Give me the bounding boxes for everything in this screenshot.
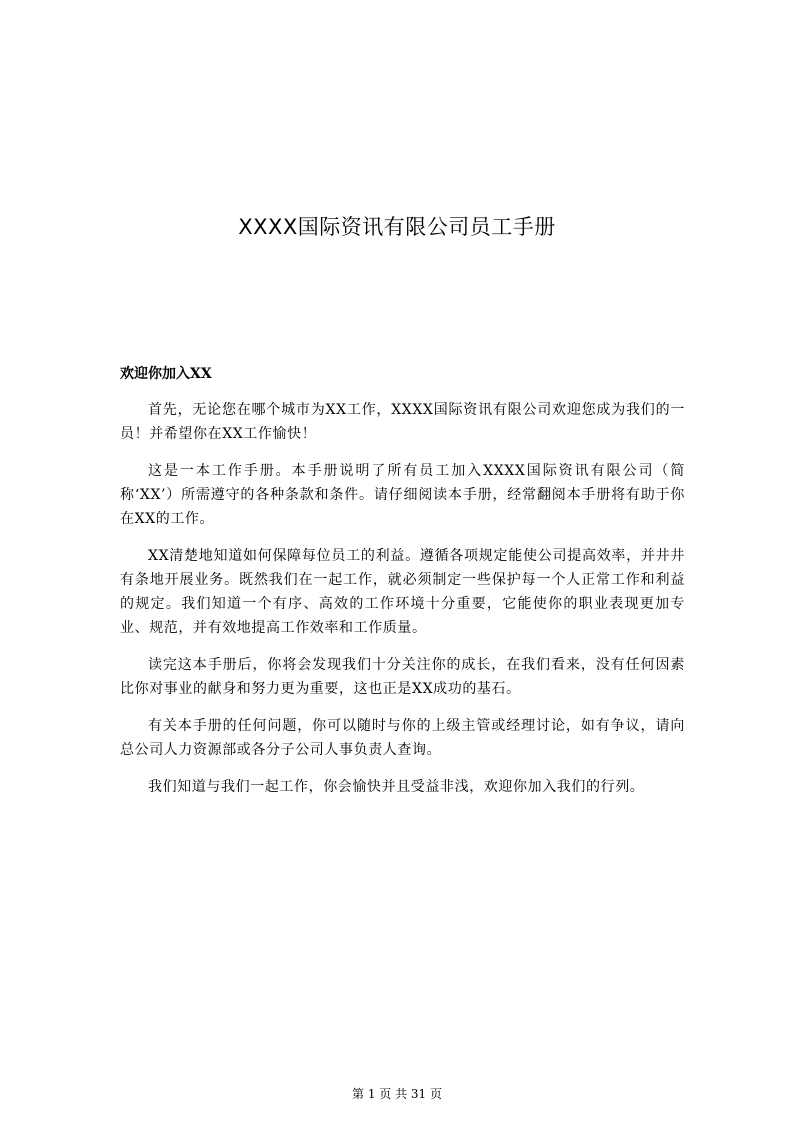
paragraph: 我们知道与我们一起工作，你会愉快并且受益非浅，欢迎你加入我们的行列。 <box>148 779 645 795</box>
paragraph: 这是一本工作手册。本手册说明了所有员工加入XXXX国际资讯有限公司（简称‘XX’）所需遵守的各种条款和条件。请仔细阅读本手册，经常翻阅本手册将有助于你在XX的工作。 <box>120 463 685 527</box>
paragraph: XX清楚地知道如何保障每位员工的利益。遵循各项规定能使公司提高效率，并井井有条地开展业务。既然我们在一起工作，就必须制定一些保护每一个人正常工作和利益的规定。我们知道一个有序、高效的工作环境十分重要，它能使你的职业表现更加专业、规范，并有效地提高工作效率和工作质量。 <box>120 548 685 636</box>
paragraph: 有关本手册的任何问题，你可以随时与你的上级主管或经理讨论，如有争议，请向总公司人力资源部或各分子公司人事负责人查询。 <box>120 718 685 758</box>
document-title: XXXX国际资讯有限公司员工手册 <box>238 215 556 239</box>
document-body <box>120 362 685 812</box>
section-heading: 欢迎你加入XX <box>120 366 212 382</box>
page-footer: 第 1 页 共 31 页 <box>352 1087 442 1101</box>
paragraph: 首先，无论您在哪个城市为XX工作，XXXX国际资讯有限公司欢迎您成为我们的一员！并希望你在XX工作愉快！ <box>120 402 685 442</box>
paragraph: 读完这本手册后，你将会发现我们十分关注你的成长，在我们看来，没有任何因素比你对事业的献身和努力更为重要，这也正是XX成功的基石。 <box>120 657 685 697</box>
